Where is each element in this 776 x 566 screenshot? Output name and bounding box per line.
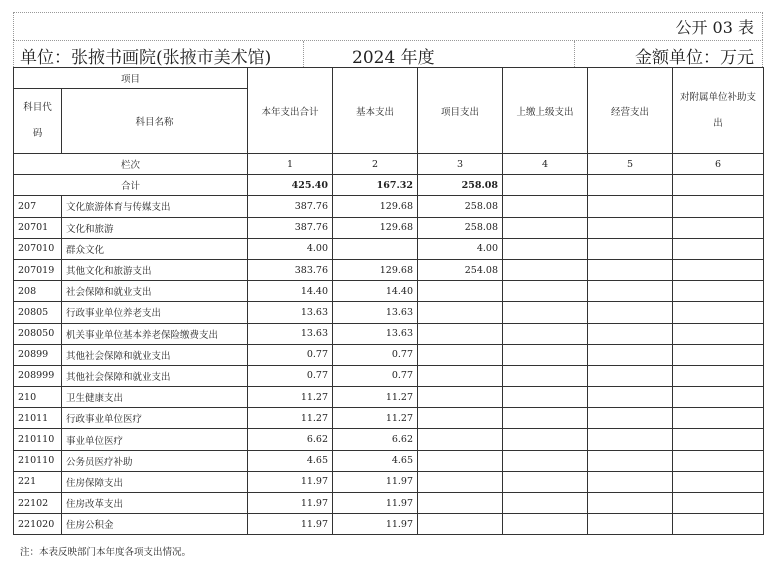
subject-code: 221 — [14, 471, 62, 492]
subject-code: 20899 — [14, 344, 62, 365]
name-header: 科目名称 — [62, 89, 248, 154]
row-total: 11.27 — [248, 408, 333, 429]
row-project — [418, 471, 503, 492]
row-remit — [503, 387, 588, 408]
row-total: 11.97 — [248, 493, 333, 514]
subject-name: 公务员医疗补助 — [62, 450, 248, 471]
table-row — [14, 238, 764, 259]
subject-code: 20701 — [14, 217, 62, 238]
row-basic: 129.68 — [333, 259, 418, 280]
subject-name: 卫生健康支出 — [62, 387, 248, 408]
code-header: 科目代码 — [14, 89, 62, 154]
subject-name: 机关事业单位基本养老保险缴费支出 — [62, 323, 248, 344]
subject-code: 20805 — [14, 302, 62, 323]
subject-code: 207 — [14, 196, 62, 217]
form-number-bar — [13, 12, 763, 40]
row-total: 11.97 — [248, 471, 333, 492]
subject-code: 207019 — [14, 259, 62, 280]
total-remit — [503, 175, 588, 196]
unit-name: 单位：张掖书画院(张掖市美术馆) — [20, 48, 272, 68]
row-basic: 11.97 — [333, 514, 418, 535]
row-remit — [503, 281, 588, 302]
row-subsidy — [673, 493, 764, 514]
row-total: 4.65 — [248, 450, 333, 471]
row-subsidy — [673, 450, 764, 471]
table-row — [14, 323, 764, 344]
subject-code: 22102 — [14, 493, 62, 514]
subject-code: 210 — [14, 387, 62, 408]
row-basic: 0.77 — [333, 344, 418, 365]
row-remit — [503, 217, 588, 238]
amount-unit: 金额单位：万元 — [635, 48, 754, 68]
report-header — [13, 40, 763, 67]
row-total: 387.76 — [248, 217, 333, 238]
row-project — [418, 408, 503, 429]
col-subsidy-header: 对附属单位补助支出 — [673, 68, 764, 154]
row-subsidy — [673, 196, 764, 217]
index-cell: 6 — [673, 154, 764, 175]
subject-code: 21011 — [14, 408, 62, 429]
row-total: 11.27 — [248, 387, 333, 408]
row-business — [588, 217, 673, 238]
row-business — [588, 429, 673, 450]
row-subsidy — [673, 408, 764, 429]
header-divider — [574, 41, 575, 67]
row-project — [418, 387, 503, 408]
total-project: 258.08 — [418, 175, 503, 196]
row-subsidy — [673, 323, 764, 344]
row-business — [588, 387, 673, 408]
row-business — [588, 238, 673, 259]
row-project: 258.08 — [418, 217, 503, 238]
row-remit — [503, 259, 588, 280]
row-basic: 11.97 — [333, 493, 418, 514]
report-sheet — [13, 12, 763, 535]
row-business — [588, 196, 673, 217]
subject-name: 文化和旅游 — [62, 217, 248, 238]
row-total: 6.62 — [248, 429, 333, 450]
subject-code: 210110 — [14, 450, 62, 471]
table-row — [14, 429, 764, 450]
row-total: 14.40 — [248, 281, 333, 302]
row-total: 4.00 — [248, 238, 333, 259]
col-business-header: 经营支出 — [588, 68, 673, 154]
row-total: 0.77 — [248, 344, 333, 365]
row-remit — [503, 323, 588, 344]
row-subsidy — [673, 429, 764, 450]
index-label: 栏次 — [14, 154, 248, 175]
row-subsidy — [673, 217, 764, 238]
total-label: 合计 — [14, 175, 248, 196]
row-subsidy — [673, 365, 764, 386]
subject-name: 文化旅游体育与传媒支出 — [62, 196, 248, 217]
table-note: 注：本表反映部门本年度各项支出情况。 — [20, 547, 192, 558]
row-project — [418, 323, 503, 344]
row-project — [418, 281, 503, 302]
row-basic: 11.27 — [333, 387, 418, 408]
subject-name: 住房保障支出 — [62, 471, 248, 492]
row-total: 383.76 — [248, 259, 333, 280]
row-remit — [503, 344, 588, 365]
subject-code: 210110 — [14, 429, 62, 450]
column-header-row — [14, 68, 764, 89]
row-business — [588, 471, 673, 492]
table-row — [14, 196, 764, 217]
total-business — [588, 175, 673, 196]
subject-name: 其他社会保障和就业支出 — [62, 365, 248, 386]
row-remit — [503, 493, 588, 514]
subject-name: 住房改革支出 — [62, 493, 248, 514]
row-project — [418, 450, 503, 471]
row-project — [418, 493, 503, 514]
table-row — [14, 514, 764, 535]
row-remit — [503, 471, 588, 492]
row-subsidy — [673, 238, 764, 259]
table-row — [14, 217, 764, 238]
table-row — [14, 302, 764, 323]
table-row — [14, 450, 764, 471]
subject-name: 行政事业单位医疗 — [62, 408, 248, 429]
col-remit-header: 上缴上级支出 — [503, 68, 588, 154]
row-project: 258.08 — [418, 196, 503, 217]
subject-code: 208999 — [14, 365, 62, 386]
row-remit — [503, 408, 588, 429]
col-basic-header: 基本支出 — [333, 68, 418, 154]
row-business — [588, 493, 673, 514]
table-row — [14, 471, 764, 492]
row-business — [588, 365, 673, 386]
form-number: 公开 03 表 — [675, 18, 754, 37]
row-total: 13.63 — [248, 302, 333, 323]
header-divider — [303, 41, 304, 67]
row-business — [588, 514, 673, 535]
row-basic: 11.97 — [333, 471, 418, 492]
row-remit — [503, 429, 588, 450]
row-basic: 11.27 — [333, 408, 418, 429]
row-project — [418, 429, 503, 450]
row-basic — [333, 238, 418, 259]
subject-name: 行政事业单位养老支出 — [62, 302, 248, 323]
row-subsidy — [673, 344, 764, 365]
index-row — [14, 154, 764, 175]
row-basic: 0.77 — [333, 365, 418, 386]
row-total: 13.63 — [248, 323, 333, 344]
table-row — [14, 365, 764, 386]
subject-name: 其他文化和旅游支出 — [62, 259, 248, 280]
row-project: 254.08 — [418, 259, 503, 280]
col-project-header: 项目支出 — [418, 68, 503, 154]
row-business — [588, 344, 673, 365]
row-project — [418, 344, 503, 365]
row-basic: 13.63 — [333, 323, 418, 344]
total-subsidy — [673, 175, 764, 196]
row-total: 11.97 — [248, 514, 333, 535]
index-cell: 3 — [418, 154, 503, 175]
report-year: 2024 年度 — [352, 48, 435, 68]
table-row — [14, 408, 764, 429]
row-basic: 6.62 — [333, 429, 418, 450]
row-remit — [503, 514, 588, 535]
row-subsidy — [673, 302, 764, 323]
index-cell: 1 — [248, 154, 333, 175]
index-cell: 5 — [588, 154, 673, 175]
row-remit — [503, 365, 588, 386]
row-remit — [503, 450, 588, 471]
row-business — [588, 323, 673, 344]
subject-code: 207010 — [14, 238, 62, 259]
item-header: 项目 — [14, 68, 248, 89]
row-basic: 4.65 — [333, 450, 418, 471]
row-basic: 13.63 — [333, 302, 418, 323]
total-amount: 425.40 — [248, 175, 333, 196]
row-basic: 14.40 — [333, 281, 418, 302]
subject-code: 208 — [14, 281, 62, 302]
row-remit — [503, 302, 588, 323]
index-cell: 2 — [333, 154, 418, 175]
row-total: 387.76 — [248, 196, 333, 217]
table-row — [14, 259, 764, 280]
row-subsidy — [673, 471, 764, 492]
row-business — [588, 281, 673, 302]
row-remit — [503, 196, 588, 217]
data-rows — [14, 196, 764, 535]
row-business — [588, 302, 673, 323]
table-row — [14, 281, 764, 302]
subject-code: 208050 — [14, 323, 62, 344]
total-row — [14, 175, 764, 196]
row-project — [418, 365, 503, 386]
subject-code: 221020 — [14, 514, 62, 535]
row-business — [588, 408, 673, 429]
subject-name: 其他社会保障和就业支出 — [62, 344, 248, 365]
expenditure-table — [13, 67, 764, 535]
total-basic: 167.32 — [333, 175, 418, 196]
row-basic: 129.68 — [333, 196, 418, 217]
table-row — [14, 387, 764, 408]
row-subsidy — [673, 387, 764, 408]
col-total-header: 本年支出合计 — [248, 68, 333, 154]
table-row — [14, 344, 764, 365]
row-total: 0.77 — [248, 365, 333, 386]
row-project: 4.00 — [418, 238, 503, 259]
subject-name: 社会保障和就业支出 — [62, 281, 248, 302]
row-basic: 129.68 — [333, 217, 418, 238]
subject-name: 群众文化 — [62, 238, 248, 259]
table-row — [14, 493, 764, 514]
row-business — [588, 450, 673, 471]
row-subsidy — [673, 514, 764, 535]
subject-name: 事业单位医疗 — [62, 429, 248, 450]
row-subsidy — [673, 259, 764, 280]
row-project — [418, 302, 503, 323]
row-remit — [503, 238, 588, 259]
row-business — [588, 259, 673, 280]
index-cell: 4 — [503, 154, 588, 175]
row-project — [418, 514, 503, 535]
row-subsidy — [673, 281, 764, 302]
subject-name: 住房公积金 — [62, 514, 248, 535]
